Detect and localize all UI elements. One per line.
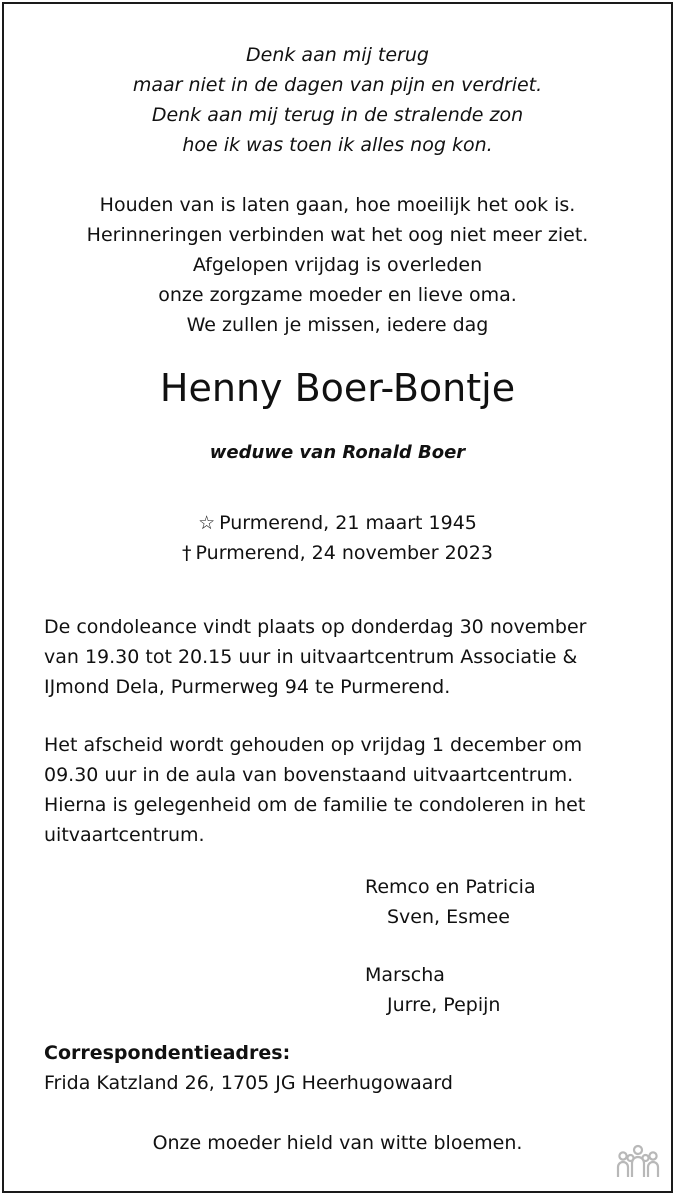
paragraph-line: van 19.30 tot 20.15 uur in uitvaartcentrum Associatie & [44, 646, 578, 668]
poem-line: Denk aan mij terug in de stralende zon [151, 104, 524, 126]
death-text: Purmerend, 24 november 2023 [195, 542, 493, 564]
life-dates [4, 508, 671, 568]
death-line [4, 538, 671, 568]
family-parents: Remco en Patricia [365, 876, 536, 898]
family-parents: Marscha [365, 964, 445, 986]
poem-line: hoe ik was toen ik alles nog kon. [182, 134, 493, 156]
condolence-paragraph [44, 612, 644, 702]
family-group [365, 960, 500, 1020]
correspondence-address [44, 1038, 453, 1098]
widow-of: weduwe van Ronald Boer [209, 442, 466, 463]
paragraph-line: uitvaartcentrum. [44, 824, 205, 846]
family-group [365, 872, 536, 932]
paragraph-line: Hierna is gelegenheid om de familie te condoleren in het [44, 794, 586, 816]
people-group-icon [615, 1143, 661, 1179]
deceased-name: Henny Boer-Bontje [159, 366, 516, 410]
poem-regular [4, 190, 671, 340]
family-children: Jurre, Pepijn [387, 994, 501, 1016]
poem-line: maar niet in de dagen van pijn en verdriet. [132, 74, 543, 96]
poem-italic [4, 40, 671, 160]
closing-line: Onze moeder hield van witte bloemen. [152, 1132, 523, 1154]
poem-line: Herinneringen verbinden wat het oog niet meer ziet. [86, 224, 589, 246]
poem-line: Denk aan mij terug [246, 44, 429, 66]
correspondence-label: Correspondentieadres: [44, 1042, 291, 1064]
star-icon: ☆ [198, 512, 216, 534]
farewell-paragraph [44, 730, 644, 850]
correspondence-text: Frida Katzland 26, 1705 JG Heerhugowaard [44, 1072, 453, 1094]
family-children: Sven, Esmee [387, 906, 510, 928]
paragraph-line: IJmond Dela, Purmerweg 94 te Purmerend. [44, 676, 451, 698]
obituary-card [2, 2, 673, 1193]
paragraph-line: Het afscheid wordt gehouden op vrijdag 1 december om [44, 734, 583, 756]
birth-text: Purmerend, 21 maart 1945 [219, 512, 477, 534]
cross-icon: † [182, 542, 192, 564]
poem-line: onze zorgzame moeder en lieve oma. [158, 284, 517, 306]
poem-line: We zullen je missen, iedere dag [186, 314, 489, 336]
paragraph-line: 09.30 uur in de aula van bovenstaand uitvaartcentrum. [44, 764, 574, 786]
poem-line: Houden van is laten gaan, hoe moeilijk het ook is. [99, 194, 576, 216]
paragraph-line: De condoleance vindt plaats op donderdag 30 november [44, 616, 587, 638]
poem-line: Afgelopen vrijdag is overleden [192, 254, 483, 276]
birth-line [4, 508, 671, 538]
